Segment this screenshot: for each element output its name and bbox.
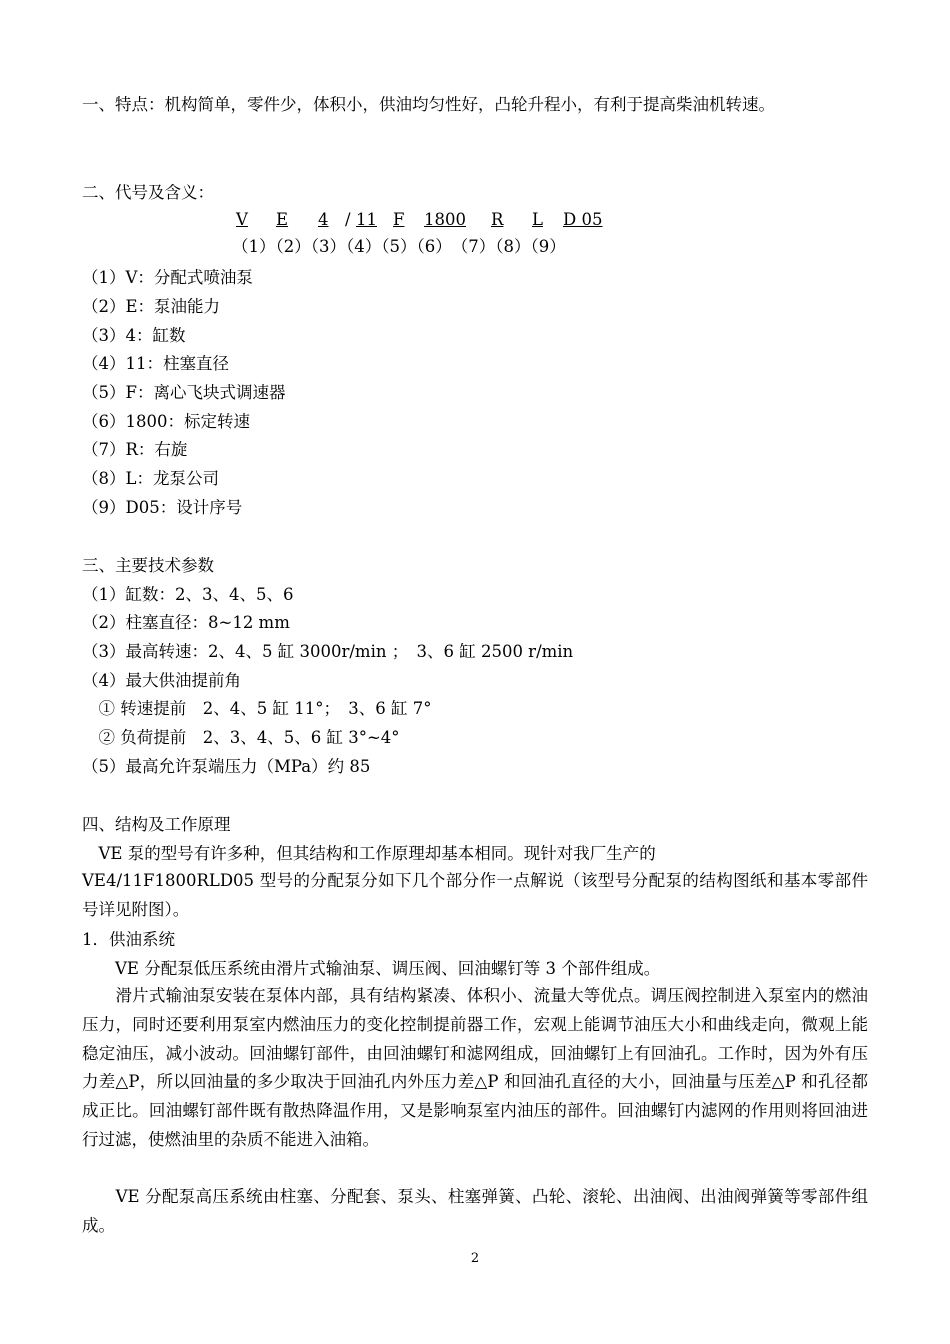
param-item: （3）最高转速：2、4、5 缸 3000r/min ； 3、6 缸 2500 r/min: [82, 642, 574, 661]
meaning-item: （9）D05：设计序号: [82, 498, 243, 517]
code-numbering: （1）（2）（3）（4）（5）（6） （7）（8）（9）: [232, 237, 566, 256]
param-item: ① 转速提前 2、4、5 缸 11°； 3、6 缸 7°: [82, 699, 432, 718]
param-item: （5）最高允许泵端压力（MPa）约 85: [82, 757, 371, 776]
code-part-1800: 1800: [424, 210, 466, 229]
section-4-title: 四、结构及工作原理: [82, 815, 231, 834]
section-2-title: 二、代号及含义：: [82, 183, 214, 202]
code-part-v: V: [236, 210, 248, 229]
meaning-item: （7）R：右旋: [82, 440, 188, 459]
param-item: ② 负荷提前 2、3、4、5、6 缸 3°~4°: [82, 728, 400, 747]
paragraph-high-pressure: VE 分配泵高压系统由柱塞、分配套、泵头、柱塞弹簧、凸轮、滚轮、出油阀、出油阀弹簧等零部件组成。: [82, 1187, 868, 1235]
meaning-item: （6）1800：标定转速: [82, 412, 250, 431]
page-number: 2: [470, 1251, 480, 1266]
param-item: （2）柱塞直径：8~12 mm: [82, 613, 290, 632]
meaning-item: （5）F：离心飞块式调速器: [82, 383, 286, 402]
code-part-d05: D 05: [563, 210, 603, 229]
section-4-intro-line2: VE4/11F1800RLD05 型号的分配泵分如下几个部分作一点解说（该型号分配泵的结构图纸和基本零部件号详见附图）。: [82, 871, 868, 919]
meaning-item: （3）4：缸数: [82, 326, 186, 345]
code-part-r: R: [491, 210, 504, 229]
param-item: （4）最大供油提前角: [82, 671, 241, 690]
section-3-title: 三、主要技术参数: [82, 556, 214, 575]
paragraph-low-pressure: VE 分配泵低压系统由滑片式输油泵、调压阀、回油螺钉等 3 个部件组成。: [82, 959, 661, 978]
paragraph-vane-pump: 滑片式输油泵安装在泵体内部，具有结构紧凑、体积小、流量大等优点。调压阀控制进入泵室内的燃油压力，同时还要利用泵室内燃油压力的变化控制提前器工作，宏观上能调节油压大小和曲线走向，微观上能稳定油压，减小波动。回油螺钉部件，由回油螺钉和滤网组成，回油螺钉上有回油孔。工作时，因为外有压力差△P，所以回油量的多少取决于回油孔内外压力差△P 和回油孔直径的大小，回油量与压差△P 和孔径都成正比。回油螺钉部件既有散热降温作用，又是影响泵室内油压的部件。回油螺钉内滤网的作用则将回油进行过滤，使燃油里的杂质不能进入油箱。: [82, 986, 868, 1149]
code-part-11: 11: [356, 210, 377, 229]
meaning-item: （8）L：龙泵公司: [82, 469, 219, 488]
code-part-f: F: [393, 210, 405, 229]
meaning-item: （4）11：柱塞直径: [82, 354, 229, 373]
meaning-item: （1）V：分配式喷油泵: [82, 268, 253, 287]
meaning-item: （2）E：泵油能力: [82, 297, 221, 316]
code-part-slash: /: [345, 210, 351, 229]
subsection-1-title: 1．供油系统: [82, 930, 175, 949]
param-item: （1）缸数：2、3、4、5、6: [82, 585, 294, 604]
code-part-4: 4: [318, 210, 329, 229]
section-1-features: 一、特点：机构简单，零件少，体积小，供油均匀性好，凸轮升程小，有利于提高柴油机转速。: [82, 95, 775, 114]
section-4-intro-line1: VE 泵的型号有许多种，但其结构和工作原理却基本相同。现针对我厂生产的: [82, 844, 656, 863]
code-part-e: E: [276, 210, 289, 229]
code-part-l: L: [532, 210, 543, 229]
